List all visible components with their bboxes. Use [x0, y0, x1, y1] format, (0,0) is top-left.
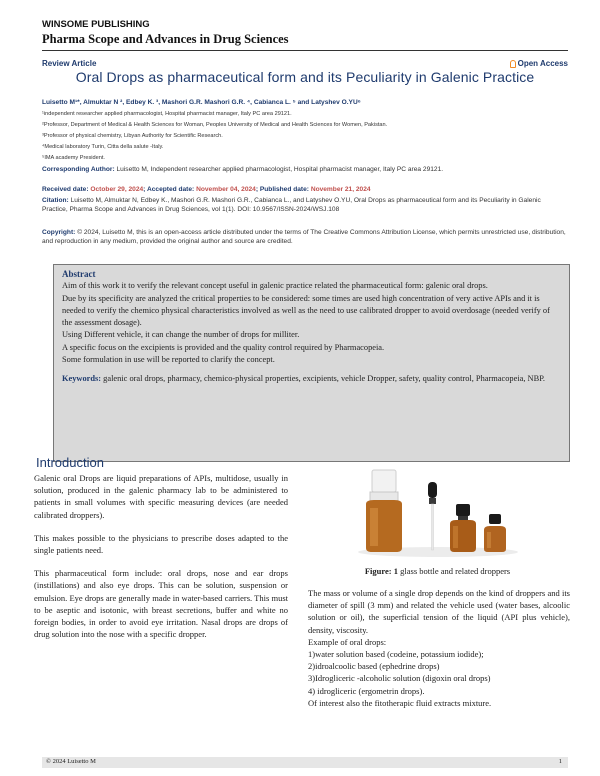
- citation-label: Citation:: [42, 197, 69, 204]
- intro-paragraph: Galenic oral Drops are liquid preparations of APIs, multidose, usually in solution, produced in the galenic pharmacy lab to be administered to patients in small volumes with specific measuring devices (are needed calibrated droppers).: [34, 473, 288, 520]
- example-item: 3)Idrogliceric -alcoholic solution (digoxin oral drops): [308, 673, 491, 684]
- copyright-label: Copyright:: [42, 229, 76, 236]
- copyright: [42, 228, 568, 246]
- introduction-heading: Introduction: [36, 455, 104, 470]
- page-number: 1: [558, 758, 562, 765]
- citation: [42, 196, 568, 214]
- open-access-label: Open Access: [517, 59, 568, 68]
- open-access-lock-icon: [510, 60, 516, 68]
- right-column: [308, 587, 570, 709]
- examples-heading: Example of oral drops:: [308, 636, 387, 647]
- left-column: [34, 472, 288, 651]
- corresponding-label: Corresponding Author:: [42, 166, 115, 173]
- accepted-date: November 04, 2024: [196, 186, 256, 193]
- accepted-label: Accepted date:: [146, 186, 195, 193]
- abstract-paragraph: Due by its specificity are analyzed the critical properties to be considered: some times are used high concentration of very active APIs and it is needed to verify the chemico physical characteristics involved as well as the need to use calibrated dropper to avoid overdosage (needed verify of the assessment dosage).: [62, 293, 550, 328]
- example-item: 1)water solution based (codeine, potassium iodide);: [308, 649, 484, 660]
- abstract-paragraph: Some formulation in use will be reported to clarify the concept.: [62, 355, 275, 365]
- figure-caption-text: glass bottle and related droppers: [400, 566, 511, 576]
- published-date: November 21, 2024: [310, 186, 371, 193]
- abstract-paragraph: Using Different vehicle, it can change the number of drops for milliter.: [62, 330, 300, 340]
- abstract-paragraph: A specific focus on the excipients is provided and the quality control required by Pharmacopeia.: [62, 342, 385, 352]
- copyright-text: © 2024, Luisetto M, this is an open-access article distributed under the terms of The Creative Commons Attribution License, which permits unrestricted use, distribution, and reproduction in any medium, provided the original author and source are credited.: [42, 229, 566, 245]
- example-item: 4) idrogliceric (ergometrin drops).: [308, 685, 425, 696]
- corresponding-author: [42, 165, 568, 174]
- open-access-badge: [510, 59, 568, 68]
- article-dates: Received date: October 29, 2024; Accepted date: November 04, 2024; Published date: November 21, 2024: [42, 186, 371, 193]
- intro-right-paragraph: The mass or volume of a single drop depends on the kind of droppers and its diameter of spill (3 mm) and related the vehicle used (water bases, alcoolic solution or oil), the superficial tension of the liquid (API plus vehicle), density, viscosity.: [308, 588, 570, 635]
- example-item: Of interest also the fitotherapic fluid extracts mixture.: [308, 697, 492, 708]
- abstract-heading: Abstract: [62, 269, 96, 279]
- figure-caption: [300, 566, 575, 576]
- header-rule: [42, 50, 568, 51]
- corresponding-text: Luisetto M, Independent researcher applied pharmacologist, Hospital pharmacist manager, Italy PC area 29121.: [116, 166, 444, 173]
- affiliation: ⁴Medical laboratory Turin, Citta della salute -Italy.: [42, 144, 164, 150]
- affiliation: ⁵IMA academy President.: [42, 155, 105, 161]
- keywords-label: Keywords:: [62, 374, 102, 384]
- author-list: Luisetto M¹*, Almuktar N ², Edbey K. ³, Mashori G.R. Mashori G.R. ⁴, Cabianca L. ⁵ and Latyshev O.YU⁶: [42, 99, 361, 106]
- published-label: Published date:: [259, 186, 309, 193]
- intro-paragraph: This makes possible to the physicians to prescribe doses adapted to the single patients need.: [34, 532, 288, 556]
- footer-copyright: © 2024 Luisetto M: [46, 758, 96, 765]
- abstract-paragraph: Aim of this work it to verify the relevant concept useful in galenic practice related the pharmaceutical form: galenic oral drops.: [62, 281, 488, 291]
- citation-text: Luisetto M, Almuktar N, Edbey K., Mashori G.R. Mashori G.R., Cabianca L., and Latyshev O.YU, Oral Drops as pharmaceutical form and its Peculiarity in Galenic Practice, Pharma Scope and Advances in Drug Sciences, vol 1(1). DOI: 10.9567/ISSN-2024/WSJ.108: [42, 197, 541, 213]
- abstract-box: [53, 264, 570, 462]
- page-footer: [42, 757, 568, 768]
- keywords-text: galenic oral drops, pharmacy, chemico-physical properties, excipients, vehicle Dropper, safety, quality control, Pharmacopeia, NBP.: [103, 374, 546, 384]
- figure-label: Figure: 1: [364, 566, 398, 576]
- keywords: [62, 373, 562, 385]
- affiliation: ¹independent researcher applied pharmacologist, Hospital pharmacist manager, Italy PC area 29121.: [42, 111, 292, 117]
- journal-name: Pharma Scope and Advances in Drug Sciences: [42, 32, 289, 46]
- example-item: 2)idroalcoolic based (ephedrine drops): [308, 661, 440, 672]
- publisher-name: WINSOME PUBLISHING: [42, 19, 150, 30]
- article-title: Oral Drops as pharmaceutical form and its Peculiarity in Galenic Practice: [75, 69, 535, 85]
- dropper-bottles-figure: [350, 462, 525, 558]
- received-label: Received date:: [42, 186, 89, 193]
- affiliation: ²Professor, Department of Medical & Health Sciences for Woman, Peoples University of Medical and Health Sciences for Women, Pakistan.: [42, 122, 388, 128]
- article-type: Review Article: [42, 59, 97, 68]
- affiliation: ³Professor of physical chemistry, Libyan Authority for Scientific Research.: [42, 133, 223, 139]
- received-date: October 29, 2024: [90, 186, 144, 193]
- intro-paragraph: This pharmaceutical form include: oral drops, nose and ear drops (instillations) and also eye drops. This can be solution, suspension or emulsion. Eye drops are generally made in water-based carriers. This must to be aseptic and isotonic, with breast secretions, buffer and white no foreign bodies, in order to avoid eye irritation. Nasal drops are drops of drug solution into the nose with a specific dropper.: [34, 568, 288, 640]
